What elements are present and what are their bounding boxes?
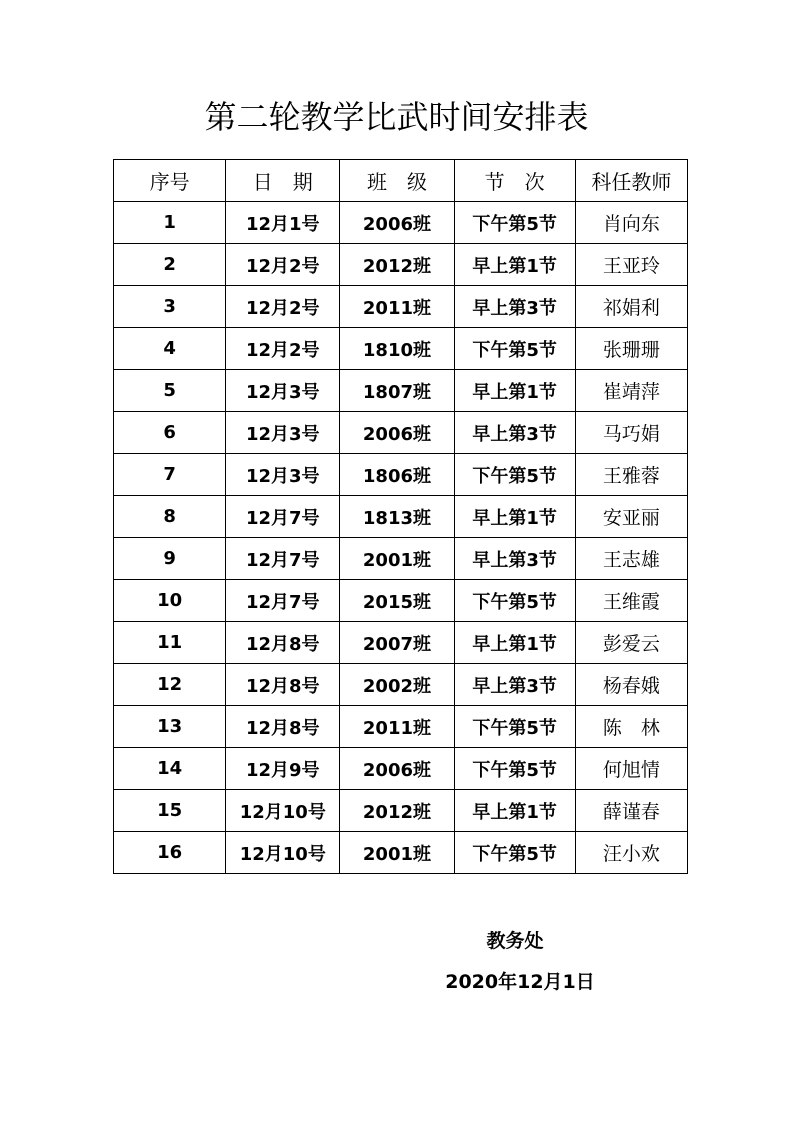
cell-date: 12月7号 [226,580,340,622]
cell-seq: 4 [114,328,226,370]
cell-period: 早上第1节 [454,370,575,412]
cell-period: 下午第5节 [454,748,575,790]
table-body [114,202,688,874]
table-row [114,832,688,874]
table-row [114,538,688,580]
header-period: 节 次 [454,160,575,202]
cell-date: 12月8号 [226,664,340,706]
table-header-row [114,160,688,202]
cell-teacher: 王雅蓉 [575,454,687,496]
cell-date: 12月7号 [226,496,340,538]
cell-teacher: 王亚玲 [575,244,687,286]
table-row [114,412,688,454]
cell-seq: 15 [114,790,226,832]
cell-teacher: 何旭情 [575,748,687,790]
cell-class: 2001班 [340,832,454,874]
table-row [114,244,688,286]
cell-class: 2011班 [340,286,454,328]
table-row [114,202,688,244]
cell-class: 2012班 [340,244,454,286]
table-row [114,328,688,370]
cell-seq: 1 [114,202,226,244]
cell-date: 12月2号 [226,286,340,328]
cell-date: 12月3号 [226,454,340,496]
cell-class: 1807班 [340,370,454,412]
cell-date: 12月1号 [226,202,340,244]
cell-seq: 14 [114,748,226,790]
cell-date: 12月2号 [226,328,340,370]
cell-teacher: 祁娟利 [575,286,687,328]
cell-seq: 6 [114,412,226,454]
table-row [114,370,688,412]
cell-teacher: 彭爱云 [575,622,687,664]
cell-class: 1810班 [340,328,454,370]
cell-date: 12月8号 [226,706,340,748]
cell-period: 早上第1节 [454,496,575,538]
cell-class: 2015班 [340,580,454,622]
cell-period: 下午第5节 [454,328,575,370]
cell-period: 早上第1节 [454,622,575,664]
cell-teacher: 张珊珊 [575,328,687,370]
cell-teacher: 汪小欢 [575,832,687,874]
table-row [114,664,688,706]
cell-class: 2006班 [340,202,454,244]
cell-class: 2001班 [340,538,454,580]
cell-teacher: 肖向东 [575,202,687,244]
table-row [114,706,688,748]
cell-date: 12月3号 [226,412,340,454]
table-row [114,790,688,832]
cell-class: 2011班 [340,706,454,748]
cell-date: 12月10号 [226,832,340,874]
cell-class: 1813班 [340,496,454,538]
header-teacher: 科任教师 [575,160,687,202]
header-seq: 序号 [114,160,226,202]
cell-class: 2002班 [340,664,454,706]
cell-seq: 8 [114,496,226,538]
cell-seq: 7 [114,454,226,496]
cell-period: 早上第3节 [454,538,575,580]
cell-period: 早上第3节 [454,286,575,328]
page-title: 第二轮教学比武时间安排表 [204,98,589,136]
cell-teacher: 王志雄 [575,538,687,580]
cell-class: 2012班 [340,790,454,832]
table-row [114,622,688,664]
table-row [114,454,688,496]
table-row [114,580,688,622]
cell-seq: 5 [114,370,226,412]
cell-period: 下午第5节 [454,454,575,496]
header-date: 日 期 [226,160,340,202]
cell-seq: 16 [114,832,226,874]
cell-seq: 13 [114,706,226,748]
table-row [114,496,688,538]
cell-date: 12月9号 [226,748,340,790]
cell-period: 下午第5节 [454,580,575,622]
cell-seq: 3 [114,286,226,328]
table-row [114,286,688,328]
cell-seq: 11 [114,622,226,664]
cell-seq: 2 [114,244,226,286]
header-class: 班 级 [340,160,454,202]
cell-period: 早上第3节 [454,664,575,706]
cell-teacher: 陈 林 [575,706,687,748]
cell-teacher: 崔靖萍 [575,370,687,412]
cell-period: 早上第1节 [454,790,575,832]
cell-date: 12月3号 [226,370,340,412]
cell-date: 12月2号 [226,244,340,286]
cell-teacher: 薛谨春 [575,790,687,832]
cell-seq: 10 [114,580,226,622]
table-row [114,748,688,790]
cell-period: 下午第5节 [454,706,575,748]
cell-period: 下午第5节 [454,832,575,874]
cell-seq: 9 [114,538,226,580]
cell-period: 下午第5节 [454,202,575,244]
cell-period: 早上第3节 [454,412,575,454]
cell-period: 早上第1节 [454,244,575,286]
cell-seq: 12 [114,664,226,706]
cell-teacher: 安亚丽 [575,496,687,538]
cell-class: 2007班 [340,622,454,664]
cell-teacher: 马巧娟 [575,412,687,454]
footer-office: 教务处 [486,930,544,952]
cell-class: 2006班 [340,412,454,454]
cell-date: 12月10号 [226,790,340,832]
cell-teacher: 王维霞 [575,580,687,622]
schedule-table [113,159,688,874]
cell-teacher: 杨春娥 [575,664,687,706]
cell-date: 12月7号 [226,538,340,580]
cell-class: 2006班 [340,748,454,790]
cell-date: 12月8号 [226,622,340,664]
footer-date: 2020年12月1日 [445,971,595,993]
cell-class: 1806班 [340,454,454,496]
